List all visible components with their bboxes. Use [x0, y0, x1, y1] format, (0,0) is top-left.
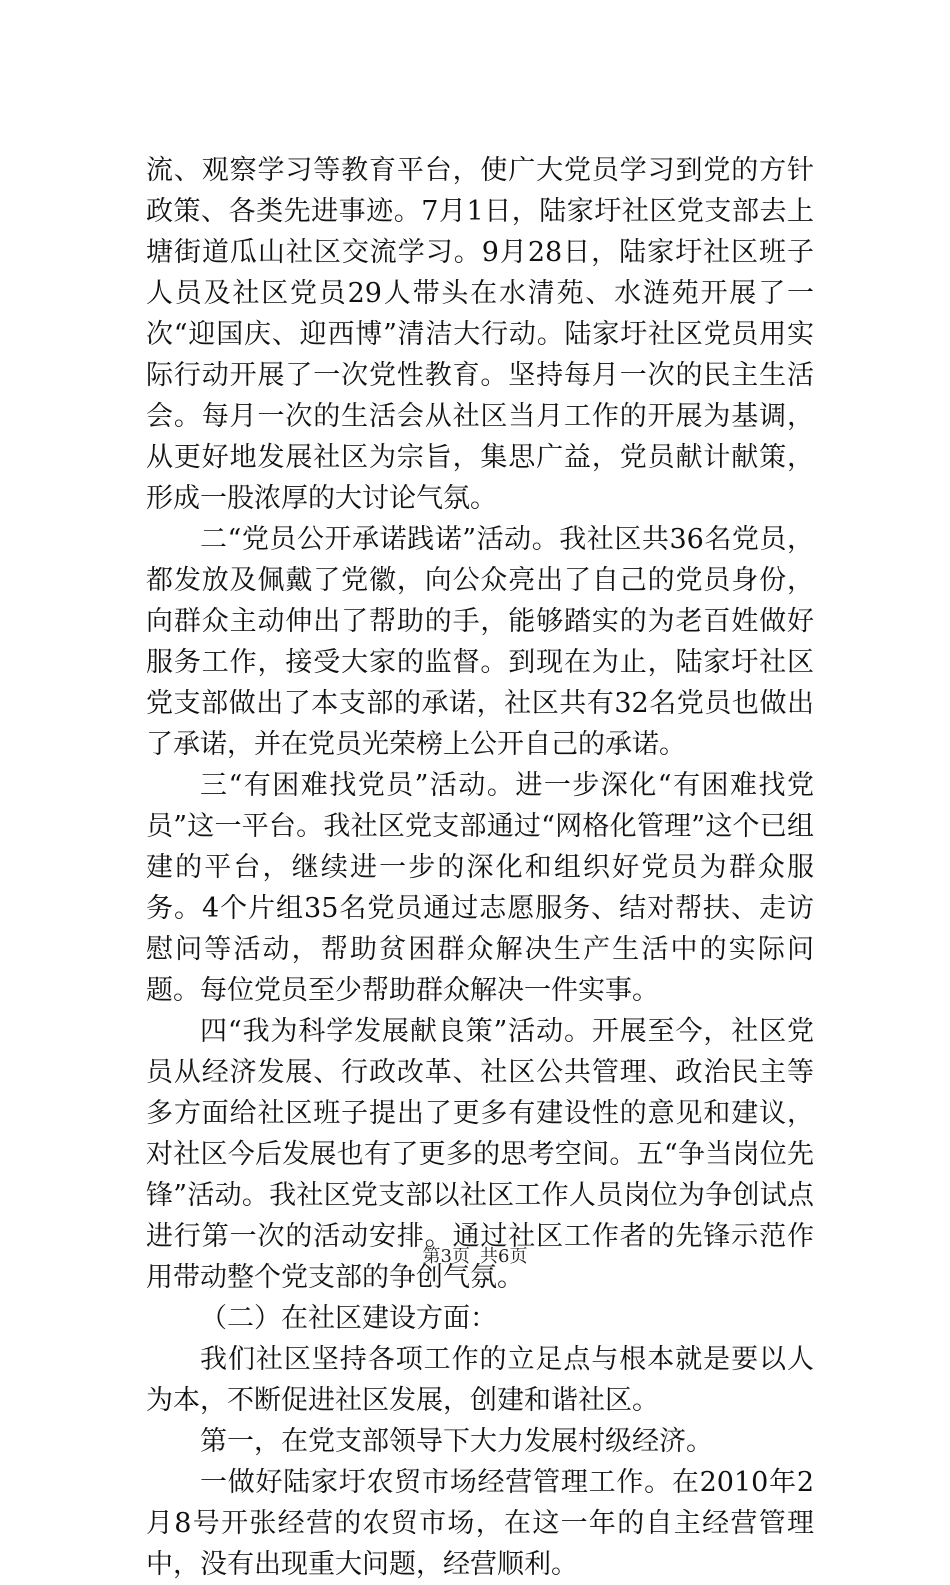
page-footer	[0, 1245, 950, 1269]
paragraph-item-three: 三“有困难找党员”活动。进一步深化“有困难找党员”这一平台。我社区党支部通过“网格化管理”这个已组建的平台，继续进一步的深化和组织好党员为群众服务。4个片组35名党员通过志愿服务、结对帮扶、走访慰问等活动，帮助贫困群众解决生产生活中的实际问题。每位党员至少帮助群众解决一件实事。	[146, 770, 814, 1006]
paragraph-market: 一做好陆家圩农贸市场经营管理工作。在2010年2月8号开张经营的农贸市场，在这一年的自主经营管理中，没有出现重大问题，经营顺利。	[146, 1467, 814, 1580]
paragraph-continuation: 流、观察学习等教育平台，使广大党员学习到党的方针政策、各类先进事迹。7月1日，陆家圩社区党支部去上塘街道瓜山社区交流学习。9月28日，陆家圩社区班子人员及社区党员29人带头在水清苑、水涟苑开展了一次“迎国庆、迎西博”清洁大行动。陆家圩社区党员用实际行动开展了一次党性教育。坚持每月一次的民主生活会。每月一次的生活会从社区当月工作的开展为基调，从更好地发展社区为宗旨，集思广益，党员献计献策，形成一股浓厚的大讨论气氛。	[146, 155, 814, 514]
paragraph-item-two: 二“党员公开承诺践诺”活动。我社区共36名党员，都发放及佩戴了党徽，向公众亮出了自己的党员身份，向群众主动伸出了帮助的手，能够踏实的为老百姓做好服务工作，接受大家的监督。到现在为止，陆家圩社区党支部做出了本支部的承诺，社区共有32名党员也做出了承诺，并在党员光荣榜上公开自己的承诺。	[146, 524, 814, 760]
section-heading: （二）在社区建设方面：	[200, 1303, 497, 1334]
paragraph-item-four: 四“我为科学发展献良策”活动。开展至今，社区党员从经济发展、行政改革、社区公共管理、政治民主等多方面给社区班子提出了更多有建设性的意见和建议，对社区今后发展也有了更多的思考空间。五“争当岗位先锋”活动。我社区党支部以社区工作人员岗位为争创试点进行第一次的活动安排。通过社区工作者的先锋示范作用带动整个党支部的争创气氛。	[146, 1016, 814, 1293]
page-number: 第3页	[422, 1246, 470, 1267]
document-body	[146, 150, 814, 1585]
page-total: 共6页	[480, 1246, 528, 1267]
paragraph-intro: 我们社区坚持各项工作的立足点与根本就是要以人为本，不断促进社区发展，创建和谐社区。	[146, 1344, 814, 1416]
paragraph-first-point: 第一，在党支部领导下大力发展村级经济。	[200, 1426, 713, 1457]
